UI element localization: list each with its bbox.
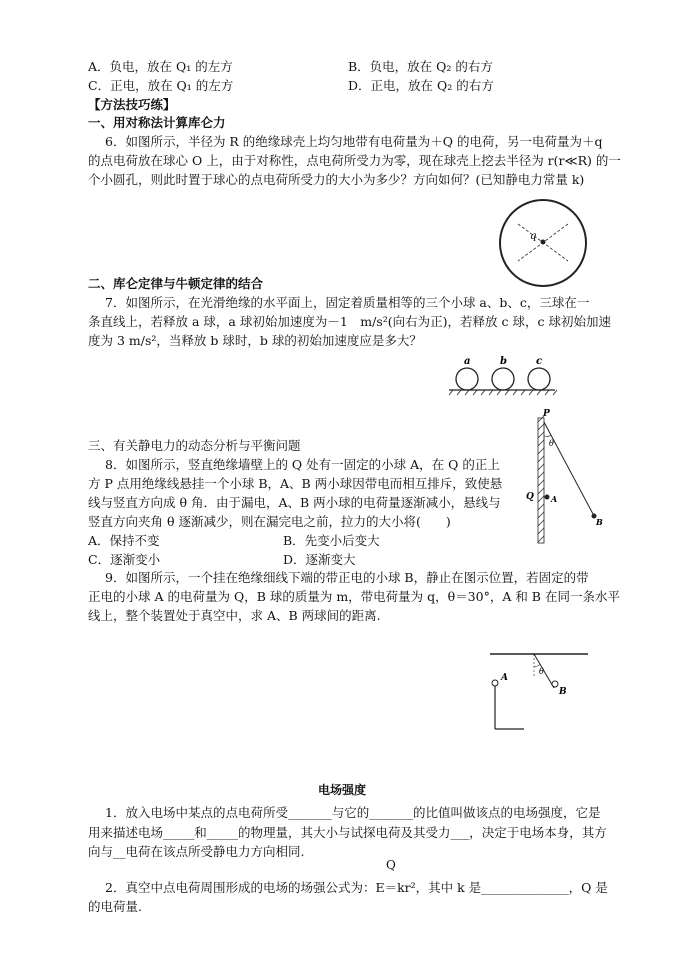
e1-line-3: 向与__电荷在该点所受静电力方向相同. (88, 844, 305, 859)
q5-option-a: A．负电，放在 Q₁ 的左方 (88, 59, 233, 74)
e2-line-2: 的电荷量. (88, 899, 142, 914)
svg-text:A: A (501, 673, 508, 683)
svg-text:a: a (464, 356, 471, 367)
q9-line-2: 正电的小球 A 的电荷量为 Q，B 球的质量为 m，带电荷量为 q，θ＝30°，A 和 B 在同一条水平 (88, 589, 620, 604)
q5-option-b: B．负电，放在 Q₂ 的右方 (348, 59, 493, 74)
q8-option-c: C．逐渐变小 (88, 552, 161, 567)
q5-option-c: C．正电，放在 Q₁ 的左方 (88, 78, 234, 93)
q7-line-1: 7．如图所示，在光滑绝缘的水平面上，固定着质量相等的三个小球 a、b、c，三球在一 (105, 295, 590, 310)
q8-line-3: 线与竖直方向成 θ 角．由于漏电，A、B 两小球的电荷量逐渐减小，悬线与 (88, 495, 501, 510)
svg-text:Q: Q (526, 492, 534, 502)
section-electric-field-title: 电场强度 (318, 783, 367, 797)
heading-coulomb-newton: 二、库仑定律与牛顿定律的结合 (88, 276, 264, 291)
q5-option-d: D．正电，放在 Q₂ 的右方 (348, 78, 494, 93)
heading-dynamic-analysis: 三、有关静电力的动态分析与平衡问题 (88, 438, 301, 453)
q8-line-2: 方 P 点用绝缘线悬挂一个小球 B，A、B 两小球因带电而相互排斥，致使悬 (88, 476, 503, 491)
q6-line-1: 6．如图所示，半径为 R 的绝缘球壳上均匀地带有电荷量为＋Q 的电荷，另一电荷量为＋q (105, 134, 603, 149)
q6-fig-q-label: q (530, 231, 537, 242)
svg-text:B: B (596, 517, 603, 527)
svg-text:A: A (551, 494, 558, 504)
heading-symmetry-method: 一、用对称法计算库仑力 (88, 115, 226, 130)
q6-spherical-shell-figure (488, 199, 598, 289)
q8-line-4: 竖直方向夹角 θ 逐渐减少，则在漏完电之前，拉力的大小将( ) (88, 514, 451, 529)
q6-line-3: 个小圆孔，则此时置于球心的点电荷所受力的大小为多少？方向如何？(已知静电力常量 k) (88, 172, 585, 187)
q8-option-d: D．逐渐变大 (283, 552, 356, 567)
svg-text:θ: θ (539, 667, 544, 676)
q9-line-3: 线上，整个装置处于真空中，求 A、B 两球间的距离. (88, 608, 381, 623)
svg-text:B: B (559, 687, 567, 697)
q9-pendulum-figure (484, 648, 594, 733)
e1-line-2: 用来描述电场_____和_____的物理量，其大小与试探电荷及其受力___，决定于电场本身，其方 (88, 825, 607, 840)
svg-text:b: b (500, 356, 507, 367)
q7-line-2: 条直线上，若释放 a 球，a 球初始加速度为－1 m/s²(向右为正)，若释放 c 球，c 球初始加速 (88, 314, 611, 329)
formula-numerator-q: Q (386, 858, 396, 872)
q8-wall-pendulum-figure (523, 410, 608, 545)
center-charge (541, 240, 546, 245)
q8-option-b: B．先变小后变大 (283, 533, 380, 548)
q7-three-balls-figure (447, 352, 557, 397)
q9-line-1: 9．如图所示，一个挂在绝缘细线下端的带正电的小球 B，静止在图示位置，若固定的带 (105, 570, 589, 585)
q6-line-2: 的点电荷放在球心 O 上，由于对称性，点电荷所受力为零，现在球壳上挖去半径为 r(r≪R) 的一 (88, 153, 621, 168)
svg-text:P: P (543, 409, 550, 419)
svg-text:θ: θ (549, 439, 554, 448)
svg-text:c: c (536, 356, 543, 367)
e1-line-1: 1．放入电场中某点的点电荷所受_______与它的_______的比值叫做该点的电场强度，它是 (105, 805, 601, 820)
q8-line-1: 8．如图所示，竖直绝缘墙壁上的 Q 处有一固定的小球 A，在 Q 的正上 (105, 457, 500, 472)
q8-option-a: A．保持不变 (88, 533, 160, 548)
e2-line-1: 2．真空中点电荷周围形成的电场的场强公式为：E＝kr²，其中 k 是______________，Q 是 (105, 880, 608, 895)
q7-line-3: 度为 3 m/s²，当释放 b 球时，b 球的初始加速度应是多大？ (88, 333, 422, 348)
practice-section-heading: 【方法技巧练】 (88, 97, 176, 112)
